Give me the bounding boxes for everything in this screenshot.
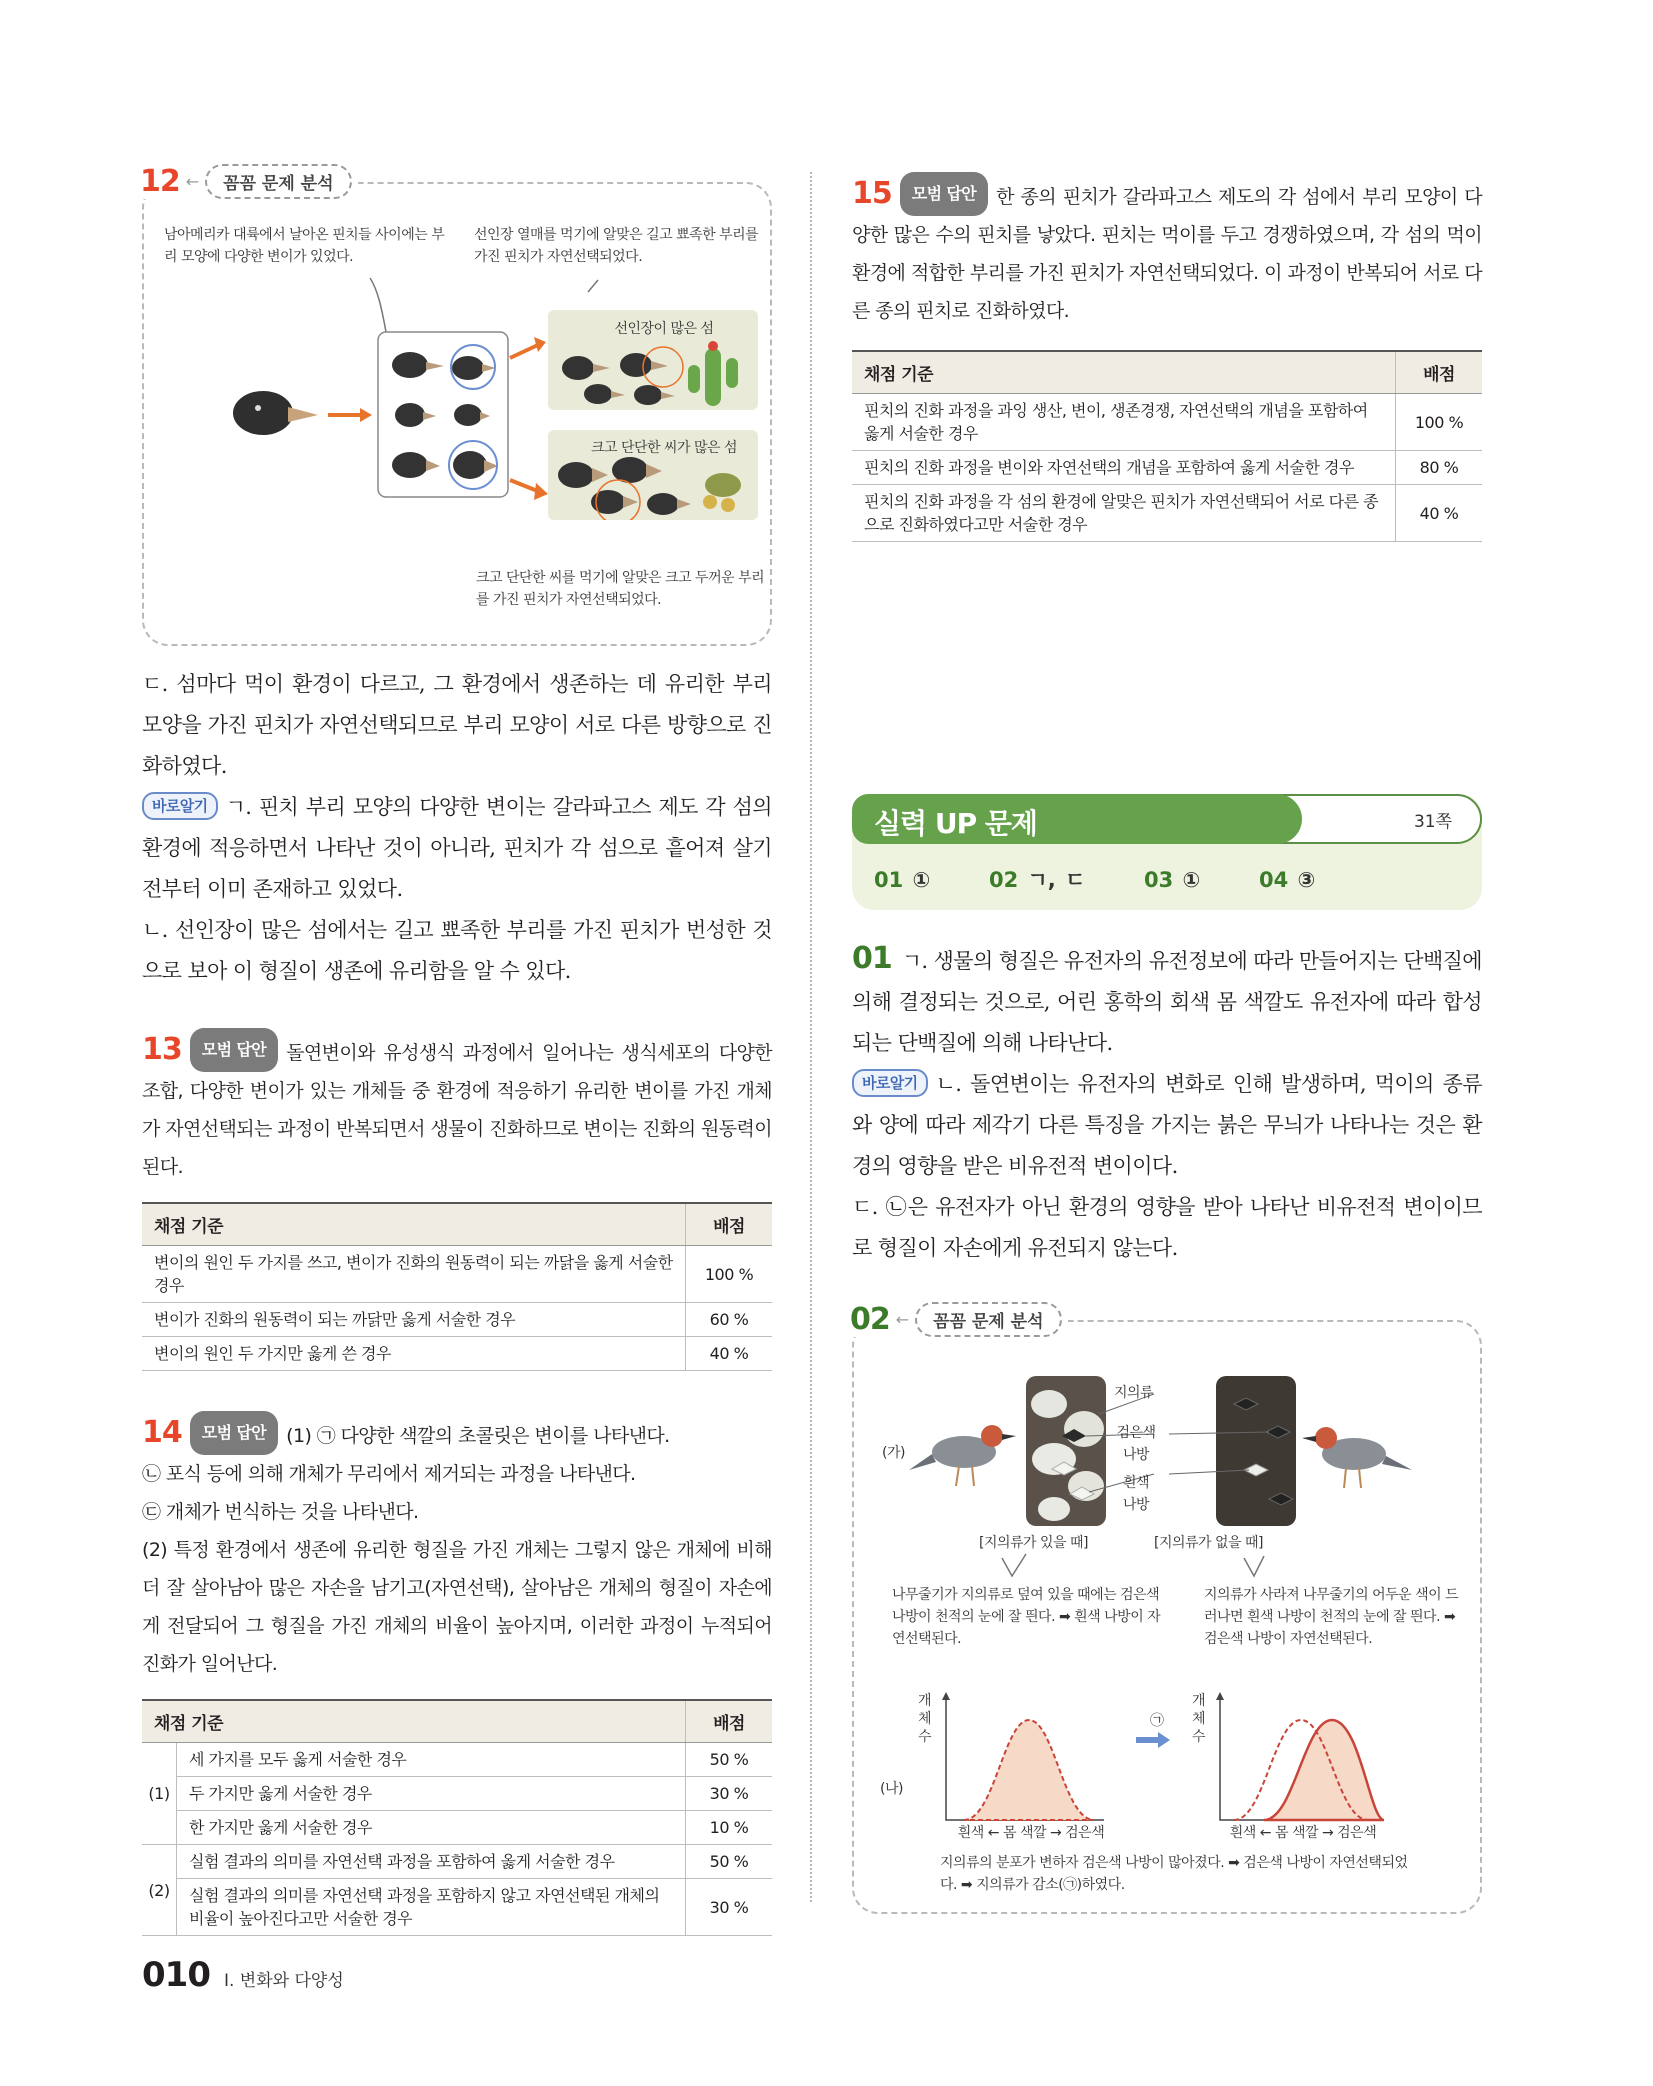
- black-moth-label: 검은색 나방: [1116, 1425, 1156, 1463]
- q01-number: 01: [852, 941, 892, 976]
- model-answer-badge: 모범 답안: [190, 1028, 278, 1072]
- island1-label: 선인장이 많은 섬: [614, 321, 714, 337]
- table-row: [142, 1337, 772, 1371]
- model-answer-badge: 모범 답안: [900, 172, 988, 216]
- table-row: [852, 485, 1482, 542]
- q14-line1: (1) ㉠ 다양한 색깔의 초콜릿은 변이를 나타낸다.: [286, 1425, 670, 1447]
- table-row: [852, 394, 1482, 451]
- table-group-label: (2): [142, 1845, 177, 1936]
- bird-right-icon: [1302, 1427, 1412, 1488]
- ylabel-left: 개체수: [918, 1693, 932, 1745]
- q02-header: [850, 1302, 1068, 1337]
- check-arrow-icon: [1002, 1554, 1026, 1576]
- table-row: [142, 1845, 772, 1879]
- table-header: 채점 기준: [142, 1700, 686, 1743]
- table-cell: 100 %: [686, 1246, 773, 1303]
- xlabel-white: 흰색: [957, 1825, 984, 1841]
- tree-trunk-dark-icon: [1216, 1376, 1296, 1526]
- up-problems-banner: [852, 794, 1482, 910]
- table-header: 배점: [1396, 351, 1483, 394]
- q14-line4: (2) 특정 환경에서 생존에 유리한 형질을 가진 개체는 그렇지 않은 개체에 비해 더 잘 살아남아 많은 자손을 남기고(자연선택), 살아남은 개체의 형질이 자손에게 전달되어 그 형질을 가진 개체의 비율이 높아지며, 이러한 과정이 누적되어 진화가 일어난다.: [142, 1539, 772, 1675]
- table-cell: 핀치의 진화 과정을 변이와 자연선택의 개념을 포함하여 옳게 서술한 경우: [852, 451, 1396, 485]
- arrow-to-island1-icon: [510, 344, 540, 358]
- table-cell: 실험 결과의 의미를 자연선택 과정을 포함하지 않고 자연선택된 개체의 비율이 높아진다고만 서술한 경우: [177, 1879, 686, 1936]
- table-cell: 60 %: [686, 1303, 773, 1337]
- bird-left-icon: [909, 1425, 1016, 1486]
- page-footer: [142, 1955, 344, 1995]
- table-cell: 실험 결과의 의미를 자연선택 과정을 포함하여 옳게 서술한 경우: [177, 1845, 686, 1879]
- caption-arrows: [854, 1548, 1454, 1588]
- table-row: [142, 1246, 772, 1303]
- q01-wrong1: ㄴ. 돌연변이는 유전자의 변화로 인해 발생하며, 먹이의 종류와 양에 따라 제각기 다른 특징을 가지는 붉은 무늬가 나타나는 것은 환경의 영향을 받은 비유전적 변이이다.: [852, 1072, 1482, 1178]
- xlabel-mid: ← 몸 색깔 →: [1259, 1825, 1334, 1841]
- right-column: [850, 172, 1482, 1893]
- q15-number: 15: [852, 176, 892, 211]
- q13-text: 돌연변이와 유성생식 과정에서 일어나는 생식세포의 다양한 조합, 다양한 변이가 있는 개체들 중 환경에 적응하기 유리한 변이를 가진 개체가 자연선택되는 과정이 반복되면서 생물이 진화하므로 변이는 진화의 원동력이 된다.: [142, 1042, 772, 1178]
- xlabel-black: 검은색: [1337, 1825, 1377, 1841]
- table-cell: 변이의 원인 두 가지만 옳게 쓴 경우: [142, 1337, 686, 1371]
- up-page-ref: 31쪽: [1413, 812, 1452, 832]
- table-cell: 30 %: [686, 1777, 773, 1811]
- up-answer: ③: [1297, 868, 1316, 892]
- q12-header: [140, 164, 358, 199]
- q15-section: [852, 172, 1482, 542]
- q02-analysis-box: [850, 1302, 1482, 1914]
- table-header: 배점: [686, 1203, 773, 1246]
- table-cell: 변이가 진화의 원동력이 되는 까닭만 옳게 서술한 경우: [142, 1303, 686, 1337]
- q13-score-table: [142, 1202, 772, 1371]
- table-cell: 50 %: [686, 1743, 773, 1777]
- table-cell: 세 가지를 모두 옳게 서술한 경우: [177, 1743, 686, 1777]
- table-cell: 변이의 원인 두 가지를 쓰고, 변이가 진화의 원동력이 되는 까닭을 옳게 서술한 경우: [142, 1246, 686, 1303]
- finch-diagram: [148, 270, 768, 520]
- q12-wrong1: ㄱ. 핀치 부리 모양의 다양한 변이는 갈라파고스 제도 각 섬의 환경에 적응하면서 나타난 것이 아니라, 핀치가 각 섬으로 흩어져 살기 전부터 이미 존재하고 있었다.: [142, 795, 772, 901]
- xlabel-right: [1218, 1822, 1388, 1844]
- table-cell: 30 %: [686, 1879, 773, 1936]
- wrong-tag: 바로알기: [142, 792, 218, 820]
- up-answer-num: 03: [1144, 868, 1174, 892]
- table-row: [142, 1777, 772, 1811]
- table-cell: 40 %: [686, 1337, 773, 1371]
- table-group-label: (1): [142, 1743, 177, 1845]
- q14-section: [142, 1411, 772, 1936]
- note-bottom: 지의류의 분포가 변하자 검은색 나방이 많아졌다. ➡ 검은색 나방이 자연선택되었다. ➡ 지의류가 감소(㉠)하였다.: [940, 1855, 1408, 1893]
- table-cell: 100 %: [1396, 394, 1483, 451]
- q01-text: ㄱ. 생물의 형질은 유전자의 유전정보에 따라 만들어지는 단백질에 의해 결정되는 것으로, 어린 홍학의 회색 몸 색깔도 유전자에 따라 합성되는 단백질에 의해 나타난다.: [852, 949, 1482, 1055]
- q01-section: [852, 938, 1482, 1269]
- q12-analysis-box: [140, 164, 772, 646]
- table-cell: 80 %: [1396, 451, 1483, 485]
- q14-line2: ㉡ 포식 등에 의해 개체가 무리에서 제거되는 과정을 나타낸다.: [142, 1463, 636, 1485]
- q12-answer: ㄷ. 섬마다 먹이 환경이 다르고, 그 환경에서 생존하는 데 유리한 부리 모양을 가진 핀치가 자연선택되므로 부리 모양이 서로 다른 방향으로 진화하였다.: [142, 672, 772, 778]
- table-row: [142, 1811, 772, 1845]
- label-na: (나): [880, 1781, 903, 1797]
- q13-section: [142, 1028, 772, 1371]
- table-cell: 50 %: [686, 1845, 773, 1879]
- label-ga: (가): [882, 1445, 905, 1461]
- white-moth-label: 흰색 나방: [1122, 1475, 1150, 1513]
- q15-score-table: [852, 350, 1482, 542]
- table-cell: 한 가지만 옳게 서술한 경우: [177, 1811, 686, 1845]
- q02-tag: 꼼꼼 문제 분석: [915, 1302, 1061, 1337]
- curve-white-moth: [964, 1720, 1094, 1820]
- q14-score-table: [142, 1699, 772, 1936]
- chapter-title: Ⅰ. 변화와 다양성: [223, 1971, 344, 1991]
- q12-number: 12: [140, 164, 180, 199]
- table-cell: 핀치의 진화 과정을 각 섬의 환경에 알맞은 핀치가 자연선택되어 서로 다른 종으로 진화하였다고만 서술한 경우: [852, 485, 1396, 542]
- table-cell: 핀치의 진화 과정을 과잉 생산, 변이, 생존경쟁, 자연선택의 개념을 포함하여 옳게 서술한 경우: [852, 394, 1396, 451]
- xlabel-white: 흰색: [1229, 1825, 1256, 1841]
- xlabel-left: [946, 1822, 1116, 1844]
- q01-wrong2: ㄷ. ㉡은 유전자가 아닌 환경의 영향을 받아 나타난 비유전적 변이이므로 형질이 자손에게 유전되지 않는다.: [852, 1195, 1482, 1260]
- q12-note-seed: 크고 단단한 씨를 먹기에 알맞은 크고 두꺼운 부리를 가진 핀치가 자연선택되었다.: [476, 570, 765, 608]
- note-with-lichen: 나무줄기가 지의류로 덮여 있을 때에는 검은색 나방이 천적의 눈에 잘 띈다. ➡ 흰색 나방이 자연선택된다.: [892, 1587, 1161, 1647]
- parent-finch-icon: [233, 391, 318, 435]
- lichen-label: 지의류: [1114, 1385, 1154, 1401]
- up-answer-num: 02: [988, 868, 1019, 892]
- note-arrow-icon: [370, 278, 386, 332]
- q12-note-variation: 남아메리카 대륙에서 날아온 핀치들 사이에는 부리 모양에 다양한 변이가 있었다.: [164, 227, 445, 265]
- arrow-label: ㉠: [1150, 1713, 1164, 1729]
- note-without-lichen: 지의류가 사라져 나무줄기의 어두운 색이 드러나면 흰색 나방이 천적의 눈에 잘 띈다. ➡ 검은색 나방이 자연선택된다.: [1204, 1587, 1459, 1647]
- table-row: [142, 1879, 772, 1936]
- up-answer: ①: [1182, 868, 1201, 892]
- table-header: 채점 기준: [142, 1203, 686, 1246]
- up-answer: ①: [912, 868, 931, 892]
- tag-pointer-icon: ←: [895, 1310, 910, 1329]
- check-arrow-icon: [1244, 1556, 1264, 1576]
- caption-with-lichen: [지의류가 있을 때]: [979, 1535, 1088, 1551]
- table-header: 채점 기준: [852, 351, 1396, 394]
- column-divider: [810, 172, 812, 1902]
- table-row: [142, 1743, 772, 1777]
- tree-trunk-lichen-icon: [1026, 1376, 1106, 1526]
- up-answer-num: 01: [874, 868, 904, 892]
- up-answer-num: 04: [1258, 868, 1289, 892]
- up-answer-list: [874, 864, 1315, 894]
- q12-tag: 꼼꼼 문제 분석: [205, 164, 351, 199]
- moth-illustration: [864, 1374, 1464, 1544]
- table-cell: 두 가지만 옳게 서술한 경우: [177, 1777, 686, 1811]
- tag-pointer-icon: ←: [185, 172, 200, 191]
- up-title: 실력 UP 문제: [874, 807, 1037, 840]
- q15-text: 한 종의 핀치가 갈라파고스 제도의 각 섬에서 부리 모양이 다양한 많은 수의 핀치를 낳았다. 핀치는 먹이를 두고 경쟁하였으며, 각 섬의 먹이 환경에 적합한 부리를 가진 핀치가 자연선택되었다. 이 과정이 반복되어 서로 다른 종의 핀치로 진화하였다.: [852, 186, 1482, 322]
- model-answer-badge: 모범 답안: [190, 1411, 278, 1455]
- q02-number: 02: [850, 1302, 890, 1337]
- note-arrow-icon: [588, 280, 598, 292]
- table-row: [852, 451, 1482, 485]
- table-cell: 40 %: [1396, 485, 1483, 542]
- curve-black-moth: [1264, 1720, 1384, 1820]
- q12-wrong2: ㄴ. 선인장이 많은 섬에서는 길고 뾰족한 부리를 가진 핀치가 번성한 것으로 보아 이 형질이 생존에 유리함을 알 수 있다.: [142, 918, 772, 983]
- q12-note-cactus: 선인장 열매를 먹기에 알맞은 길고 뾰족한 부리를 가진 핀치가 자연선택되었다.: [474, 227, 759, 265]
- q14-line3: ㉢ 개체가 번식하는 것을 나타낸다.: [142, 1501, 419, 1523]
- population-graphs: [854, 1690, 1454, 1840]
- table-header: 배점: [686, 1700, 773, 1743]
- ylabel-right: 개체수: [1192, 1693, 1206, 1745]
- left-column: [140, 164, 772, 1936]
- island2-label: 크고 단단한 씨가 많은 섬: [590, 440, 738, 456]
- q13-number: 13: [142, 1032, 182, 1067]
- xlabel-mid: ← 몸 색깔 →: [987, 1825, 1062, 1841]
- table-row: [142, 1303, 772, 1337]
- table-cell: 10 %: [686, 1811, 773, 1845]
- page-number: 010: [142, 1955, 210, 1995]
- xlabel-black: 검은색: [1065, 1825, 1105, 1841]
- caption-without-lichen: [지의류가 없을 때]: [1154, 1535, 1263, 1551]
- up-answer: ㄱ, ㄷ: [1027, 868, 1086, 892]
- q14-number: 14: [142, 1415, 182, 1450]
- q12-explanation: [142, 664, 772, 992]
- wrong-tag: 바로알기: [852, 1069, 928, 1097]
